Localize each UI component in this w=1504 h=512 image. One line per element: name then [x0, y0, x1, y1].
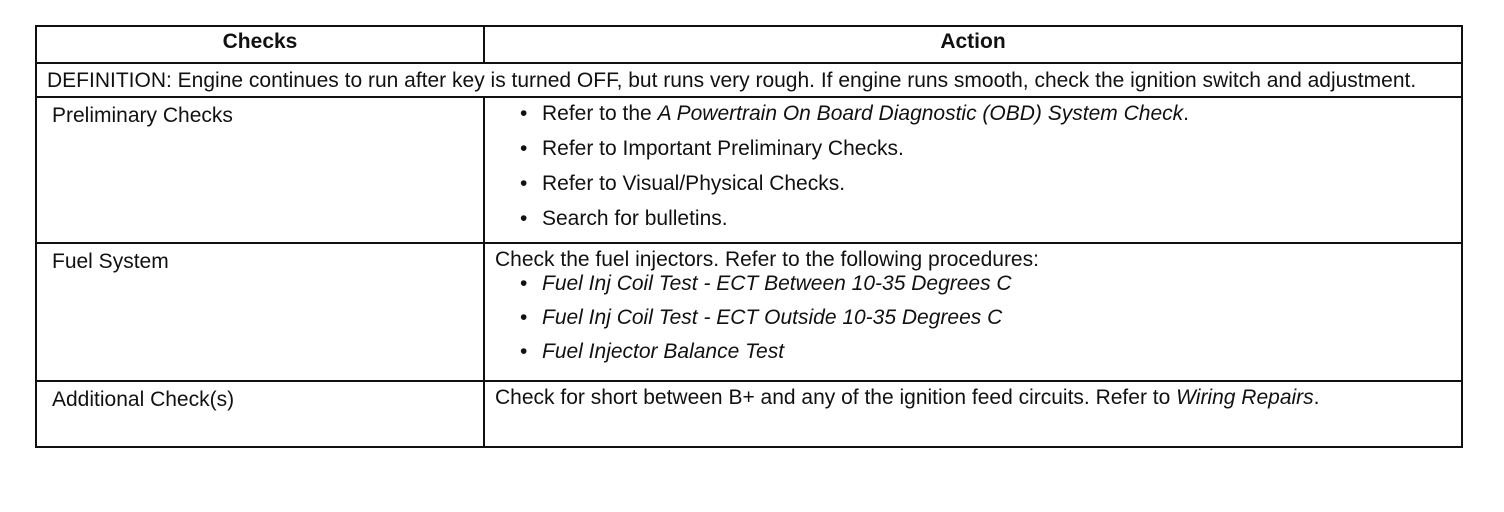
bullet-icon: • — [520, 306, 528, 329]
bullet-text: Refer to the — [542, 102, 658, 125]
table-header-row — [36, 26, 1462, 63]
action-column-header: Action — [484, 26, 1462, 63]
checks-column-header: Checks — [36, 26, 484, 63]
list-item — [520, 137, 1451, 161]
list-item — [520, 306, 1451, 330]
fuel-system-intro: Check the fuel injectors. Refer to the following procedures: — [495, 248, 1039, 271]
additional-action-text: Check for short between B+ and any of the ignition feed circuits. Refer to — [495, 386, 1177, 409]
preliminary-bullet-list — [495, 102, 1451, 231]
action-preliminary-checks — [484, 97, 1462, 243]
definition-text: DEFINITION: Engine continues to run after key is turned OFF, but runs very rough. If engine runs smooth, check the ignition switch and adjustment. — [36, 63, 1462, 97]
definition-row — [36, 63, 1462, 97]
list-item — [520, 340, 1451, 364]
check-fuel-system: Fuel System — [36, 243, 484, 381]
table-row — [36, 243, 1462, 381]
procedure-name: Fuel Inj Coil Test - ECT Between 10-35 Degrees C — [542, 272, 1012, 295]
table-row — [36, 381, 1462, 447]
action-fuel-system — [484, 243, 1462, 381]
procedure-name: Fuel Inj Coil Test - ECT Outside 10-35 Degrees C — [542, 306, 1003, 329]
action-additional-checks — [484, 381, 1462, 447]
wiring-repairs-reference: Wiring Repairs — [1176, 386, 1314, 409]
bullet-text: Search for bulletins. — [542, 207, 728, 230]
list-item — [520, 207, 1451, 231]
additional-action-end: . — [1313, 386, 1320, 409]
bullet-icon: • — [520, 172, 528, 195]
bullet-text-end: . — [1183, 102, 1189, 125]
procedure-name: Fuel Injector Balance Test — [542, 340, 785, 363]
bullet-icon: • — [520, 102, 528, 125]
bullet-icon: • — [520, 207, 528, 230]
bullet-icon: • — [520, 340, 528, 363]
check-preliminary-checks: Preliminary Checks — [36, 97, 484, 243]
list-item — [520, 102, 1451, 126]
bullet-text: Refer to Visual/Physical Checks. — [542, 172, 846, 195]
bullet-icon: • — [520, 137, 528, 160]
list-item — [520, 172, 1451, 196]
diagnostic-table — [35, 25, 1463, 448]
fuel-procedure-list — [495, 272, 1451, 364]
check-additional-checks: Additional Check(s) — [36, 381, 484, 447]
bullet-icon: • — [520, 272, 528, 295]
list-item — [520, 272, 1451, 296]
table-row — [36, 97, 1462, 243]
obd-system-check-link-text: A Powertrain On Board Diagnostic (OBD) System Check — [657, 102, 1184, 125]
bullet-text: Refer to Important Preliminary Checks. — [542, 137, 904, 160]
